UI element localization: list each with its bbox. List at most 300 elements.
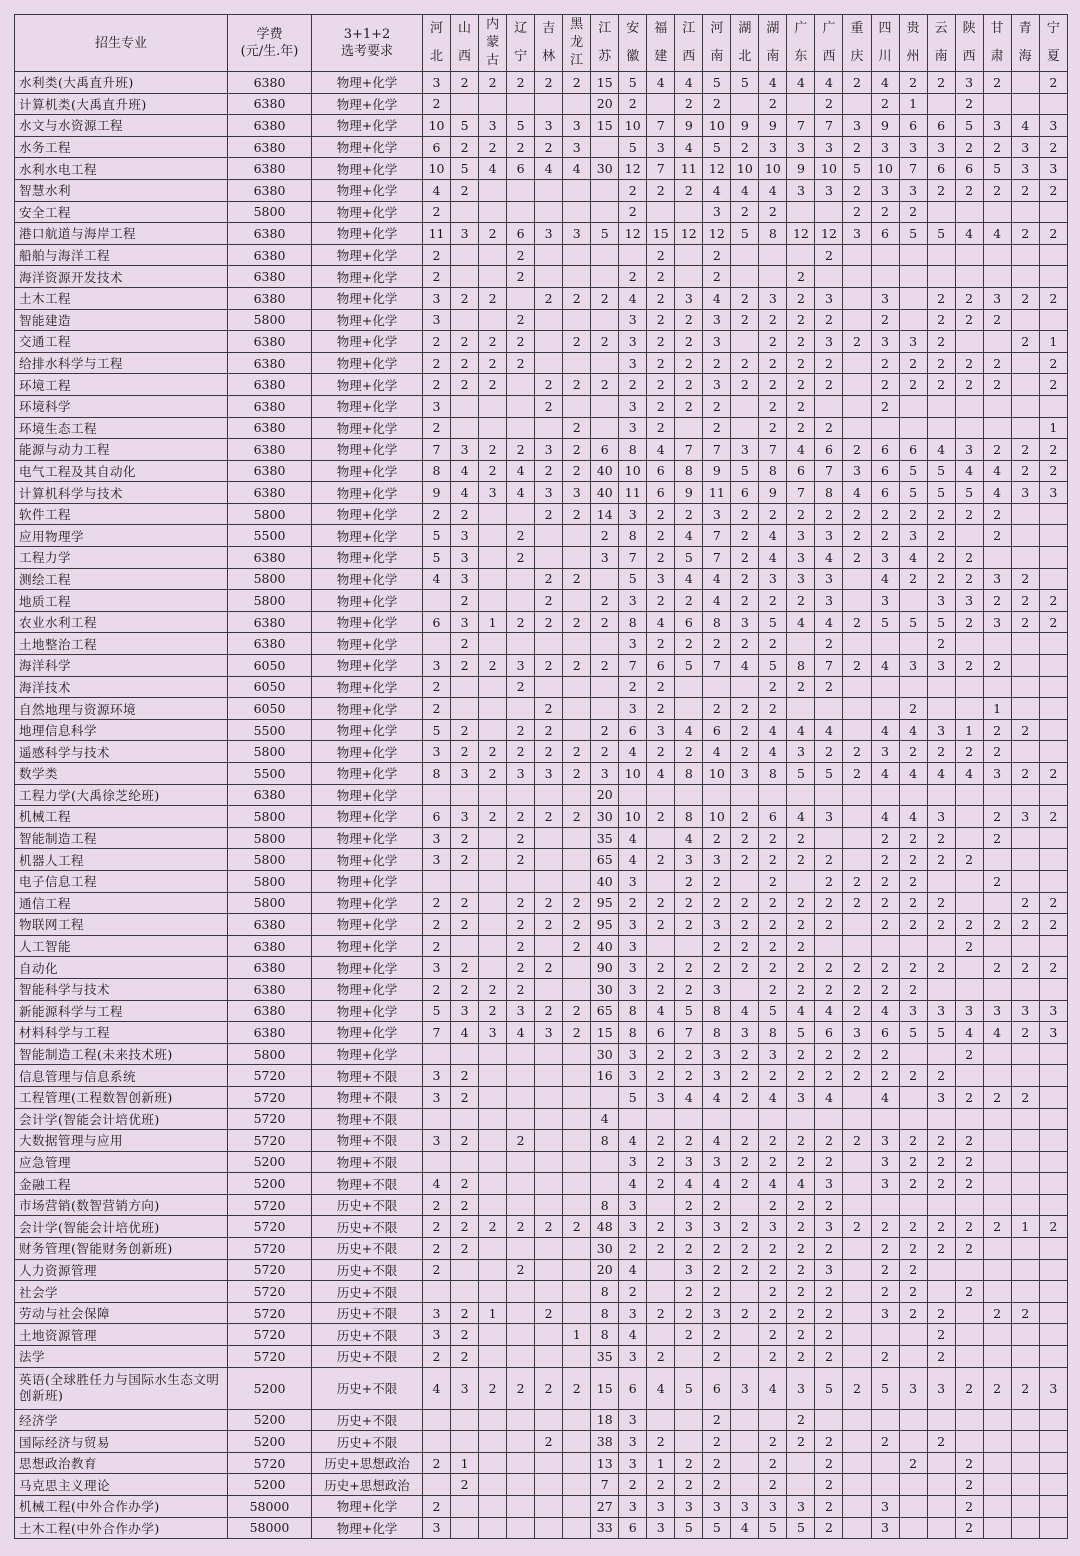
quota-cell: 3 [423, 309, 451, 331]
requirement-cell: 物理+化学 [312, 611, 423, 633]
quota-cell [1011, 1151, 1039, 1173]
quota-cell: 3 [731, 1496, 759, 1518]
table-row [15, 374, 1068, 396]
quota-cell: 2 [1011, 1367, 1039, 1409]
quota-cell: 2 [927, 309, 955, 331]
fee-cell: 5800 [228, 806, 312, 828]
quota-cell: 2 [843, 72, 871, 94]
quota-cell: 3 [871, 287, 899, 309]
quota-cell: 3 [479, 482, 507, 504]
quota-cell: 2 [927, 331, 955, 353]
quota-cell: 3 [563, 136, 591, 158]
requirement-cell: 物理+化学 [312, 935, 423, 957]
major-cell: 信息管理与信息系统 [15, 1065, 228, 1087]
fee-cell: 5720 [228, 1086, 312, 1108]
quota-cell: 2 [703, 266, 731, 288]
quota-cell: 8 [591, 1281, 619, 1303]
quota-cell [591, 244, 619, 266]
quota-cell: 4 [1011, 115, 1039, 137]
quota-cell [535, 935, 563, 957]
quota-cell [479, 93, 507, 115]
quota-cell [927, 93, 955, 115]
quota-cell [535, 525, 563, 547]
quota-cell: 2 [1039, 1216, 1067, 1238]
quota-cell [479, 1130, 507, 1152]
quota-cell [983, 266, 1011, 288]
quota-cell: 2 [927, 1173, 955, 1195]
quota-cell: 2 [983, 179, 1011, 201]
requirement-cell: 物理+化学 [312, 655, 423, 677]
quota-cell: 4 [871, 763, 899, 785]
quota-cell [899, 676, 927, 698]
quota-cell [479, 1474, 507, 1496]
quota-cell: 5 [787, 1517, 815, 1539]
quota-cell [507, 1302, 535, 1324]
quota-cell [983, 1173, 1011, 1195]
quota-cell [1011, 525, 1039, 547]
quota-cell [535, 827, 563, 849]
quota-cell: 4 [703, 741, 731, 763]
quota-cell [563, 395, 591, 417]
quota-cell: 2 [535, 914, 563, 936]
quota-cell: 3 [423, 1065, 451, 1087]
quota-cell: 2 [899, 1151, 927, 1173]
quota-cell: 2 [507, 352, 535, 374]
quota-cell: 2 [423, 698, 451, 720]
quota-cell [479, 547, 507, 569]
quota-cell [479, 1259, 507, 1281]
quota-cell: 2 [815, 1281, 843, 1303]
quota-cell: 3 [423, 395, 451, 417]
quota-cell: 3 [983, 763, 1011, 785]
quota-cell: 3 [703, 1043, 731, 1065]
table-row [15, 1517, 1068, 1539]
quota-cell: 4 [507, 1022, 535, 1044]
quota-cell: 2 [955, 93, 983, 115]
quota-cell: 2 [871, 957, 899, 979]
quota-cell [563, 244, 591, 266]
quota-cell [983, 1259, 1011, 1281]
quota-cell [1011, 1238, 1039, 1260]
province-header-char: 湖 [738, 21, 752, 36]
major-cell: 智能制造工程 [15, 827, 228, 849]
quota-cell: 2 [619, 1238, 647, 1260]
quota-cell: 4 [759, 741, 787, 763]
quota-cell: 2 [927, 374, 955, 396]
quota-cell: 4 [787, 1000, 815, 1022]
quota-cell: 2 [815, 633, 843, 655]
quota-cell: 6 [619, 719, 647, 741]
quota-cell [535, 1238, 563, 1260]
major-cell: 环境科学 [15, 395, 228, 417]
quota-cell: 2 [787, 503, 815, 525]
quota-cell [787, 93, 815, 115]
quota-cell [507, 201, 535, 223]
quota-cell [479, 870, 507, 892]
fee-cell: 5800 [228, 309, 312, 331]
quota-cell [479, 1281, 507, 1303]
quota-cell [563, 352, 591, 374]
quota-cell: 33 [591, 1517, 619, 1539]
fee-cell: 5720 [228, 1452, 312, 1474]
quota-cell [647, 1194, 675, 1216]
requirement-cell: 物理+化学 [312, 287, 423, 309]
quota-cell: 2 [927, 1324, 955, 1346]
quota-cell: 2 [703, 1409, 731, 1431]
quota-cell [563, 1281, 591, 1303]
requirement-cell: 物理+化学 [312, 806, 423, 828]
quota-cell: 3 [899, 179, 927, 201]
quota-cell [899, 1346, 927, 1368]
quota-cell [423, 1409, 451, 1431]
quota-cell [983, 978, 1011, 1000]
quota-cell: 2 [787, 1194, 815, 1216]
requirement-cell: 物理+化学 [312, 460, 423, 482]
quota-cell: 2 [815, 1496, 843, 1518]
quota-cell: 2 [983, 1367, 1011, 1409]
table-row [15, 849, 1068, 871]
quota-cell: 2 [843, 525, 871, 547]
quota-cell: 8 [759, 223, 787, 245]
quota-cell: 2 [843, 1000, 871, 1022]
quota-cell: 6 [899, 439, 927, 461]
quota-cell: 5 [703, 72, 731, 94]
quota-cell [731, 1108, 759, 1130]
quota-cell [479, 568, 507, 590]
quota-cell: 2 [451, 1238, 479, 1260]
table-row [15, 1302, 1068, 1324]
table-row [15, 1022, 1068, 1044]
major-cell: 遥感科学与技术 [15, 741, 228, 763]
requirement-cell: 历史+不限 [312, 1346, 423, 1368]
quota-cell: 2 [1039, 439, 1067, 461]
requirement-cell: 历史+不限 [312, 1302, 423, 1324]
quota-cell [1011, 1259, 1039, 1281]
quota-cell: 2 [815, 503, 843, 525]
quota-cell: 4 [703, 179, 731, 201]
quota-cell: 2 [563, 806, 591, 828]
quota-cell: 2 [647, 633, 675, 655]
quota-cell [843, 1173, 871, 1195]
quota-cell: 2 [927, 568, 955, 590]
table-row [15, 1324, 1068, 1346]
quota-cell: 2 [1039, 460, 1067, 482]
quota-cell [451, 244, 479, 266]
quota-cell: 3 [815, 1259, 843, 1281]
quota-cell: 2 [535, 957, 563, 979]
quota-cell [955, 1409, 983, 1431]
quota-cell [703, 784, 731, 806]
quota-cell: 2 [759, 914, 787, 936]
quota-cell [983, 1238, 1011, 1260]
quota-cell: 2 [535, 374, 563, 396]
quota-cell: 2 [787, 1043, 815, 1065]
quota-cell [731, 1431, 759, 1453]
province-header-char: 陕 [962, 21, 976, 36]
requirement-cell: 物理+化学 [312, 309, 423, 331]
quota-cell [1039, 525, 1067, 547]
quota-cell [843, 784, 871, 806]
quota-cell [535, 676, 563, 698]
quota-cell: 6 [647, 482, 675, 504]
quota-cell [563, 1496, 591, 1518]
province-header [955, 15, 983, 72]
quota-cell: 2 [423, 978, 451, 1000]
quota-cell: 6 [871, 223, 899, 245]
quota-cell: 3 [479, 115, 507, 137]
quota-cell [507, 1086, 535, 1108]
requirement-cell: 物理+化学 [312, 676, 423, 698]
quota-cell: 8 [703, 1022, 731, 1044]
fee-header-line2: (元/生.年) [240, 44, 299, 59]
major-cell: 电子信息工程 [15, 870, 228, 892]
province-header-char: 徽 [626, 49, 640, 64]
table-row [15, 331, 1068, 353]
quota-cell [423, 590, 451, 612]
quota-cell: 9 [675, 482, 703, 504]
quota-cell: 3 [703, 914, 731, 936]
quota-cell [1011, 655, 1039, 677]
quota-cell: 4 [983, 482, 1011, 504]
quota-cell: 2 [731, 547, 759, 569]
quota-cell: 4 [703, 1130, 731, 1152]
quota-cell: 3 [871, 1173, 899, 1195]
requirement-cell: 物理+化学 [312, 1496, 423, 1518]
major-cell: 土木工程(中外合作办学) [15, 1517, 228, 1539]
quota-cell [787, 201, 815, 223]
quota-cell: 4 [479, 158, 507, 180]
major-cell: 工程管理(工程数智创新班) [15, 1086, 228, 1108]
province-header-char: 建 [654, 49, 668, 64]
requirement-cell: 历史+不限 [312, 1367, 423, 1409]
quota-cell: 3 [619, 331, 647, 353]
quota-cell: 2 [759, 676, 787, 698]
quota-cell: 3 [675, 1259, 703, 1281]
quota-cell: 2 [815, 1302, 843, 1324]
quota-cell: 2 [507, 719, 535, 741]
requirement-cell: 物理+化学 [312, 395, 423, 417]
quota-cell: 3 [815, 179, 843, 201]
quota-cell [871, 633, 899, 655]
quota-cell: 2 [1011, 331, 1039, 353]
quota-cell [1011, 1517, 1039, 1539]
quota-cell: 4 [871, 655, 899, 677]
quota-cell [815, 698, 843, 720]
quota-cell [423, 1281, 451, 1303]
quota-cell: 2 [927, 1216, 955, 1238]
quota-cell: 2 [787, 352, 815, 374]
quota-cell: 3 [703, 503, 731, 525]
quota-cell: 2 [479, 223, 507, 245]
province-header [731, 15, 759, 72]
quota-cell: 2 [507, 72, 535, 94]
quota-cell: 12 [703, 223, 731, 245]
quota-cell: 2 [899, 1302, 927, 1324]
quota-cell: 2 [871, 309, 899, 331]
quota-cell: 3 [451, 1000, 479, 1022]
table-row [15, 611, 1068, 633]
quota-cell [927, 1496, 955, 1518]
quota-cell [927, 1281, 955, 1303]
requirement-cell: 物理+化学 [312, 201, 423, 223]
fee-cell: 6380 [228, 287, 312, 309]
quota-cell: 3 [535, 1022, 563, 1044]
quota-cell: 2 [591, 719, 619, 741]
quota-cell [955, 1431, 983, 1453]
requirement-cell: 物理+化学 [312, 590, 423, 612]
quota-cell: 3 [787, 1086, 815, 1108]
quota-cell [871, 784, 899, 806]
quota-cell: 10 [871, 158, 899, 180]
table-row [15, 655, 1068, 677]
quota-cell: 2 [731, 1216, 759, 1238]
quota-cell [563, 1108, 591, 1130]
quota-cell [563, 309, 591, 331]
quota-cell: 1 [1011, 1216, 1039, 1238]
quota-cell: 4 [675, 568, 703, 590]
quota-cell [451, 93, 479, 115]
table-row [15, 1086, 1068, 1108]
quota-cell [1039, 935, 1067, 957]
quota-cell [1039, 1346, 1067, 1368]
quota-cell: 2 [647, 1346, 675, 1368]
quota-cell [1039, 978, 1067, 1000]
quota-cell [535, 352, 563, 374]
quota-cell: 2 [731, 806, 759, 828]
requirement-cell: 物理+不限 [312, 1130, 423, 1152]
quota-cell: 2 [703, 892, 731, 914]
quota-cell: 2 [815, 1431, 843, 1453]
quota-cell: 30 [591, 1238, 619, 1260]
table-row [15, 806, 1068, 828]
province-header-char: 甘 [990, 21, 1004, 36]
requirement-cell: 物理+化学 [312, 763, 423, 785]
quota-cell [983, 784, 1011, 806]
quota-cell [451, 1431, 479, 1453]
quota-cell: 2 [899, 1238, 927, 1260]
quota-cell [451, 1151, 479, 1173]
quota-cell [563, 93, 591, 115]
quota-cell [927, 1108, 955, 1130]
quota-cell [1011, 633, 1039, 655]
quota-cell: 3 [703, 1216, 731, 1238]
quota-cell [507, 1281, 535, 1303]
quota-cell: 3 [759, 1496, 787, 1518]
quota-cell: 3 [479, 1022, 507, 1044]
quota-cell: 40 [591, 482, 619, 504]
quota-cell: 12 [815, 223, 843, 245]
quota-cell [479, 1496, 507, 1518]
quota-cell: 30 [591, 1043, 619, 1065]
quota-cell: 3 [927, 719, 955, 741]
quota-cell: 2 [927, 892, 955, 914]
quota-cell [815, 1409, 843, 1431]
quota-cell [479, 1238, 507, 1260]
fee-cell: 6380 [228, 460, 312, 482]
major-cell: 应急管理 [15, 1151, 228, 1173]
quota-cell: 2 [563, 655, 591, 677]
quota-cell: 2 [731, 374, 759, 396]
quota-cell: 2 [927, 72, 955, 94]
quota-cell: 4 [759, 719, 787, 741]
fee-cell: 6380 [228, 158, 312, 180]
quota-cell [647, 93, 675, 115]
quota-cell: 2 [955, 1130, 983, 1152]
quota-cell: 3 [423, 849, 451, 871]
major-cell: 思想政治教育 [15, 1452, 228, 1474]
quota-cell: 2 [871, 1238, 899, 1260]
quota-cell: 4 [787, 439, 815, 461]
quota-cell: 3 [619, 935, 647, 957]
requirement-cell: 物理+化学 [312, 482, 423, 504]
quota-cell: 2 [731, 1043, 759, 1065]
quota-cell: 2 [871, 201, 899, 223]
quota-cell [787, 244, 815, 266]
quota-cell [983, 1043, 1011, 1065]
quota-cell: 2 [759, 892, 787, 914]
quota-cell: 2 [983, 870, 1011, 892]
quota-cell [759, 244, 787, 266]
table-row [15, 676, 1068, 698]
quota-cell [843, 849, 871, 871]
quota-cell: 2 [871, 1346, 899, 1368]
fee-cell: 6380 [228, 115, 312, 137]
major-cell: 马克思主义理论 [15, 1474, 228, 1496]
province-header-char: 川 [878, 49, 892, 64]
major-cell: 物联网工程 [15, 914, 228, 936]
quota-cell: 2 [759, 1238, 787, 1260]
quota-cell [479, 1194, 507, 1216]
quota-cell: 3 [507, 655, 535, 677]
quota-cell [479, 935, 507, 957]
quota-cell [787, 870, 815, 892]
major-cell: 海洋科学 [15, 655, 228, 677]
quota-cell [535, 1452, 563, 1474]
table-row [15, 698, 1068, 720]
quota-cell: 3 [787, 741, 815, 763]
major-cell: 能源与动力工程 [15, 439, 228, 461]
quota-cell [843, 633, 871, 655]
quota-cell: 2 [703, 1346, 731, 1368]
quota-cell: 5 [423, 525, 451, 547]
quota-cell: 2 [591, 287, 619, 309]
quota-cell: 4 [619, 287, 647, 309]
quota-cell: 3 [787, 1496, 815, 1518]
quota-cell: 5 [675, 1517, 703, 1539]
quota-cell: 95 [591, 914, 619, 936]
quota-cell: 5 [983, 158, 1011, 180]
quota-cell [507, 503, 535, 525]
quota-cell [507, 633, 535, 655]
quota-cell: 4 [871, 719, 899, 741]
requirement-cell: 物理+化学 [312, 223, 423, 245]
quota-cell [871, 1409, 899, 1431]
quota-cell [647, 935, 675, 957]
quota-cell: 2 [731, 590, 759, 612]
quota-cell [731, 1409, 759, 1431]
quota-cell: 11 [703, 482, 731, 504]
quota-cell [1011, 784, 1039, 806]
requirement-cell: 物理+不限 [312, 1108, 423, 1130]
quota-cell: 2 [1039, 763, 1067, 785]
quota-cell: 3 [759, 136, 787, 158]
quota-cell [647, 201, 675, 223]
quota-cell: 4 [619, 1173, 647, 1195]
province-header-char: 山 [458, 21, 472, 36]
fee-cell: 5800 [228, 892, 312, 914]
quota-cell: 3 [1011, 482, 1039, 504]
quota-cell [563, 978, 591, 1000]
